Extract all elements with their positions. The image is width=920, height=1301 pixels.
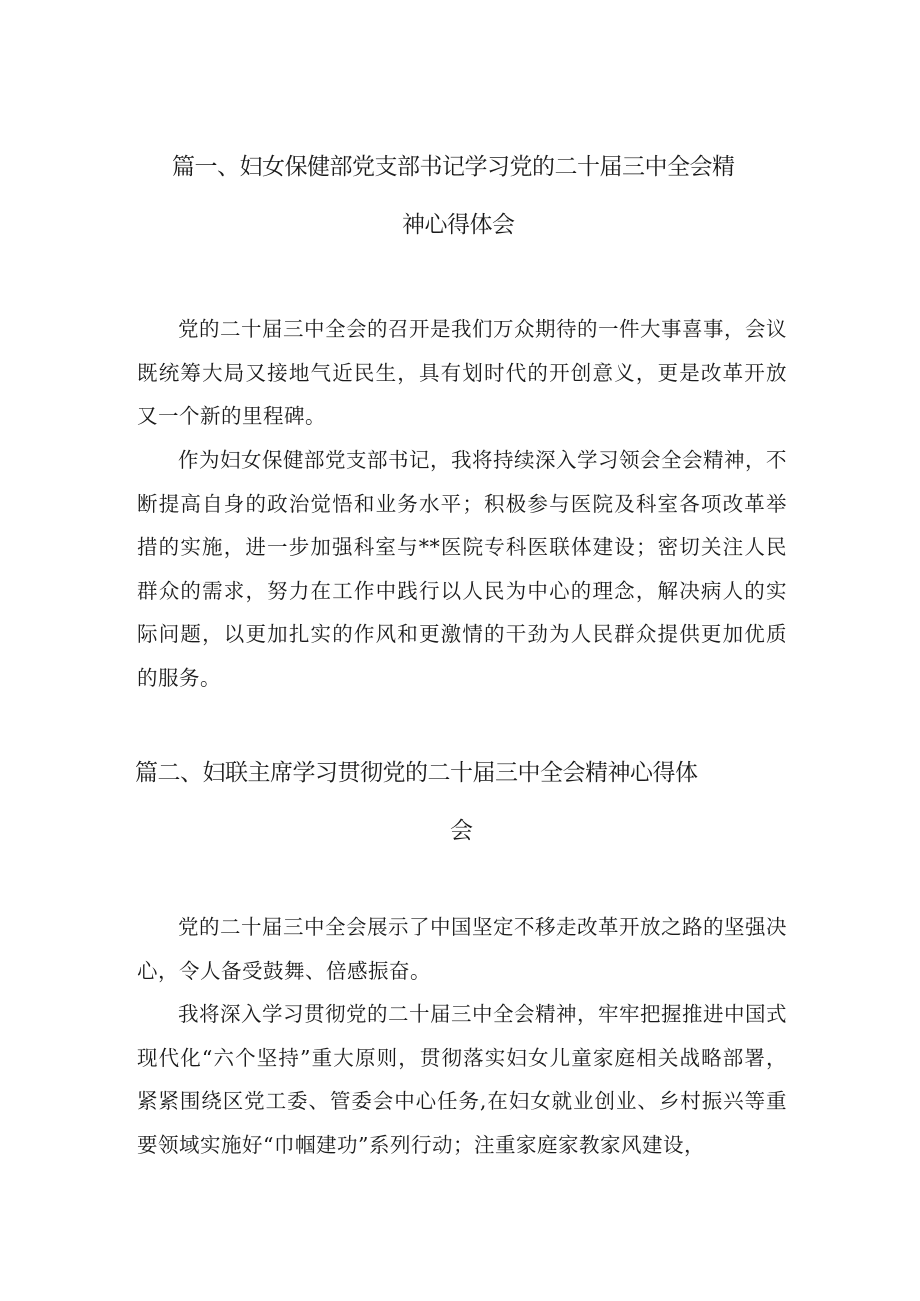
section-1-title-line-2: 神心得体会: [402, 212, 515, 238]
section-2-paragraph: 党的二十届三中全会展示了中国坚定不移走改革开放之路的坚强决心，令人备受鼓舞、倍感振奋。: [137, 915, 787, 983]
section-2-paragraph: 我将深入学习贯彻党的二十届三中全会精神，牢牢把握推进中国式现代化“六个坚持”重大原则，贯彻落实妇女儿童家庭相关战略部署，紧紧围绕区党工委、管委会中心任务,在妇女就业创业、乡村振兴等重要领域实施好“巾帼建功”系列行动；注重家庭家教家风建设，: [137, 1002, 787, 1157]
section-1-paragraph: 党的二十届三中全会的召开是我们万众期待的一件大事喜事，会议既统筹大局又接地气近民生，具有划时代的开创意义，更是改革开放又一个新的里程碑。: [137, 317, 787, 428]
section-2-title: [130, 744, 790, 860]
section-2-title-line-1: 篇二、妇联主席学习贯彻党的二十届三中全会精神心得体: [135, 760, 698, 786]
section-2-title-line-2: 会: [450, 818, 473, 844]
section-1-paragraph: 作为妇女保健部党支部书记，我将持续深入学习领会全会精神，不断提高自身的政治觉悟和业务水平；积极参与医院及科室各项改革举措的实施，进一步加强科室与**医院专科医联体建设；密切关注人民群众的需求，努力在工作中践行以人民为中心的理念，解决病人的实际问题，以更加扎实的作风和更激情的干劲为人民群众提供更加优质的服务。: [137, 448, 787, 690]
section-1-title-line-1: 篇一、妇女保健部党支部书记学习党的二十届三中全会精: [172, 154, 735, 180]
section-1-title: [130, 138, 790, 254]
